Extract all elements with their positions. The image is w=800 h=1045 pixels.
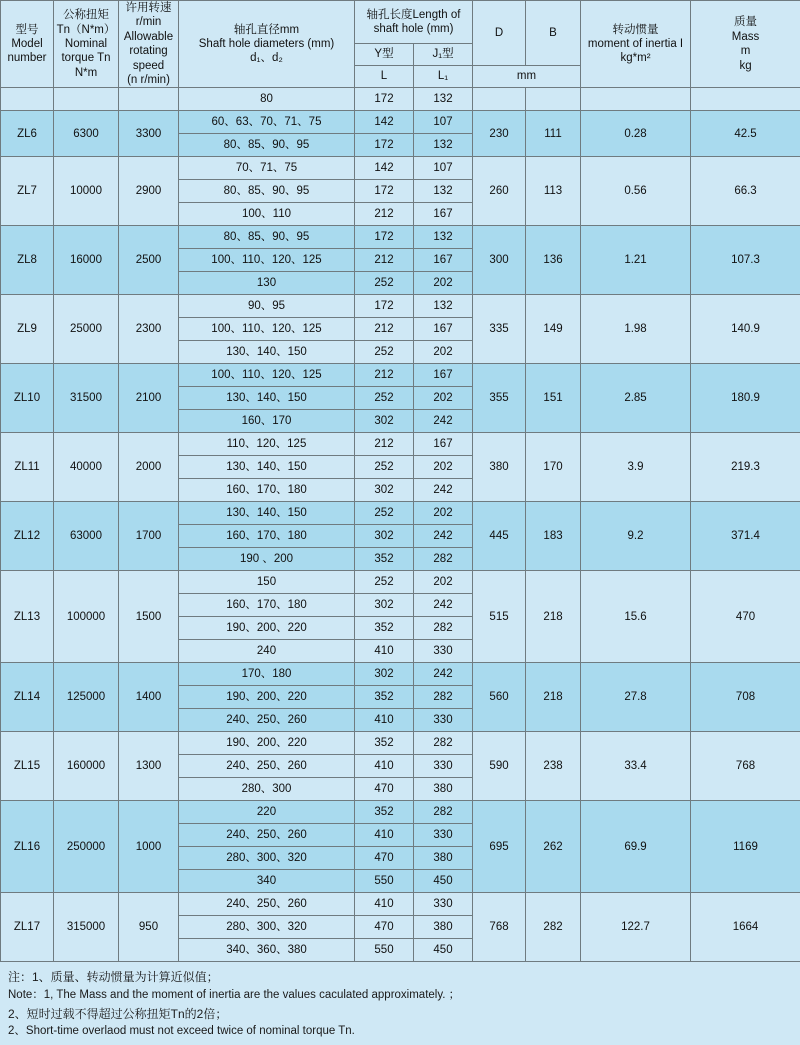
cell-L: 302 — [355, 525, 414, 548]
cell-mass: 180.9 — [691, 364, 800, 433]
cell-shaft-diameter: 240 — [179, 640, 355, 663]
cell-speed: 950 — [119, 893, 179, 962]
cell-shaft-diameter: 240、250、260 — [179, 755, 355, 778]
notes-block — [0, 962, 800, 1045]
cell-B: 262 — [526, 801, 581, 893]
cell-shaft-diameter: 130、140、150 — [179, 456, 355, 479]
cell-shaft-diameter: 160、170 — [179, 410, 355, 433]
cell-L1: 202 — [414, 502, 473, 525]
cell-L: 252 — [355, 571, 414, 594]
cell-mass — [691, 88, 800, 111]
cell-D: 445 — [473, 502, 526, 571]
cell-model: ZL7 — [1, 157, 54, 226]
cell-L1: 202 — [414, 272, 473, 295]
cell-model: ZL13 — [1, 571, 54, 663]
cell-mass: 1664 — [691, 893, 800, 962]
cell-shaft-diameter: 190、200、220 — [179, 686, 355, 709]
cell-torque: 40000 — [54, 433, 119, 502]
header-mass: 质量 Mass m kg — [691, 1, 800, 88]
cell-inertia: 2.85 — [581, 364, 691, 433]
cell-B: 113 — [526, 157, 581, 226]
cell-L1: 330 — [414, 755, 473, 778]
cell-shaft-diameter: 190 、200 — [179, 548, 355, 571]
cell-torque: 63000 — [54, 502, 119, 571]
cell-torque — [54, 88, 119, 111]
cell-inertia: 1.98 — [581, 295, 691, 364]
cell-torque: 250000 — [54, 801, 119, 893]
cell-B: 151 — [526, 364, 581, 433]
note-line-3: 2、短时过载不得超过公称扭矩Tn的2倍； — [8, 1005, 792, 1024]
cell-shaft-diameter: 130、140、150 — [179, 341, 355, 364]
cell-L1: 330 — [414, 640, 473, 663]
cell-model: ZL10 — [1, 364, 54, 433]
cell-L1: 282 — [414, 686, 473, 709]
cell-L: 550 — [355, 870, 414, 893]
cell-B: 149 — [526, 295, 581, 364]
cell-shaft-diameter: 240、250、260 — [179, 893, 355, 916]
cell-mass: 768 — [691, 732, 800, 801]
cell-L: 172 — [355, 88, 414, 111]
cell-shaft-diameter: 160、170、180 — [179, 594, 355, 617]
cell-mass: 42.5 — [691, 111, 800, 157]
cell-L1: 202 — [414, 571, 473, 594]
cell-L: 212 — [355, 203, 414, 226]
table-body — [1, 88, 800, 962]
cell-L: 470 — [355, 916, 414, 939]
header-D-B-unit: mm — [473, 66, 581, 88]
cell-B: 170 — [526, 433, 581, 502]
cell-shaft-diameter: 340、360、380 — [179, 939, 355, 962]
cell-inertia: 0.56 — [581, 157, 691, 226]
cell-shaft-diameter: 280、300、320 — [179, 916, 355, 939]
cell-B: 218 — [526, 663, 581, 732]
table-header — [1, 1, 800, 88]
note-line-1: 注：1、质量、转动惯量为计算近似值； — [8, 968, 792, 987]
cell-speed: 1700 — [119, 502, 179, 571]
cell-shaft-diameter: 220 — [179, 801, 355, 824]
cell-shaft-diameter: 160、170、180 — [179, 525, 355, 548]
cell-D: 380 — [473, 433, 526, 502]
cell-B: 218 — [526, 571, 581, 663]
cell-speed: 1000 — [119, 801, 179, 893]
table-row — [1, 663, 800, 686]
cell-L1: 167 — [414, 203, 473, 226]
cell-speed: 1300 — [119, 732, 179, 801]
cell-L1: 242 — [414, 410, 473, 433]
cell-inertia: 122.7 — [581, 893, 691, 962]
cell-L: 212 — [355, 364, 414, 387]
table-row — [1, 893, 800, 916]
cell-D: 590 — [473, 732, 526, 801]
cell-shaft-diameter: 280、300 — [179, 778, 355, 801]
cell-L: 172 — [355, 295, 414, 318]
cell-mass: 140.9 — [691, 295, 800, 364]
cell-L: 352 — [355, 617, 414, 640]
cell-shaft-diameter: 240、250、260 — [179, 824, 355, 847]
cell-shaft-diameter: 190、200、220 — [179, 732, 355, 755]
cell-L1: 132 — [414, 295, 473, 318]
cell-L: 302 — [355, 410, 414, 433]
table-row — [1, 111, 800, 134]
cell-D: 300 — [473, 226, 526, 295]
header-model: 型号 Model number — [1, 1, 54, 88]
cell-mass: 708 — [691, 663, 800, 732]
cell-D: 515 — [473, 571, 526, 663]
cell-L: 352 — [355, 548, 414, 571]
header-moment-of-inertia: 转动惯量 moment of inertia I kg*m² — [581, 1, 691, 88]
cell-shaft-diameter: 240、250、260 — [179, 709, 355, 732]
cell-shaft-diameter: 80、85、90、95 — [179, 134, 355, 157]
cell-L1: 167 — [414, 433, 473, 456]
cell-L: 252 — [355, 272, 414, 295]
cell-shaft-diameter: 100、110、120、125 — [179, 364, 355, 387]
cell-speed — [119, 88, 179, 111]
cell-inertia: 3.9 — [581, 433, 691, 502]
cell-L: 470 — [355, 847, 414, 870]
cell-L1: 242 — [414, 594, 473, 617]
table-row — [1, 226, 800, 249]
cell-shaft-diameter: 190、200、220 — [179, 617, 355, 640]
cell-L: 212 — [355, 249, 414, 272]
cell-L1: 330 — [414, 824, 473, 847]
cell-L1: 132 — [414, 88, 473, 111]
cell-torque: 31500 — [54, 364, 119, 433]
cell-L1: 202 — [414, 387, 473, 410]
cell-L: 470 — [355, 778, 414, 801]
cell-speed: 2900 — [119, 157, 179, 226]
cell-B: 282 — [526, 893, 581, 962]
cell-D — [473, 88, 526, 111]
cell-L1: 202 — [414, 456, 473, 479]
note-line-2: Note：1, The Mass and the moment of inertia are the values caculated approximately. ； — [8, 987, 792, 1005]
cell-B: 238 — [526, 732, 581, 801]
table-row — [1, 571, 800, 594]
cell-shaft-diameter: 110、120、125 — [179, 433, 355, 456]
cell-shaft-diameter: 80、85、90、95 — [179, 180, 355, 203]
cell-torque: 16000 — [54, 226, 119, 295]
cell-L1: 282 — [414, 801, 473, 824]
cell-L: 302 — [355, 479, 414, 502]
table-row — [1, 732, 800, 755]
cell-torque: 100000 — [54, 571, 119, 663]
cell-L: 410 — [355, 640, 414, 663]
cell-mass: 66.3 — [691, 157, 800, 226]
header-shaft-hole-length: 轴孔长度Length of shaft hole (mm) — [355, 1, 473, 44]
cell-L1: 202 — [414, 341, 473, 364]
cell-shaft-diameter: 100、110、120、125 — [179, 249, 355, 272]
cell-L: 212 — [355, 318, 414, 341]
cell-shaft-diameter: 80、85、90、95 — [179, 226, 355, 249]
cell-speed: 1400 — [119, 663, 179, 732]
cell-shaft-diameter: 130、140、150 — [179, 387, 355, 410]
cell-L1: 132 — [414, 134, 473, 157]
cell-mass: 1169 — [691, 801, 800, 893]
cell-L: 212 — [355, 433, 414, 456]
cell-D: 560 — [473, 663, 526, 732]
cell-torque: 315000 — [54, 893, 119, 962]
table-row — [1, 364, 800, 387]
cell-L1: 167 — [414, 249, 473, 272]
header-B: B — [526, 1, 581, 66]
cell-L: 172 — [355, 226, 414, 249]
cell-L: 410 — [355, 755, 414, 778]
cell-model: ZL8 — [1, 226, 54, 295]
cell-mass: 371.4 — [691, 502, 800, 571]
cell-L1: 282 — [414, 617, 473, 640]
cell-model: ZL15 — [1, 732, 54, 801]
cell-L: 550 — [355, 939, 414, 962]
cell-shaft-diameter: 100、110、120、125 — [179, 318, 355, 341]
cell-inertia: 1.21 — [581, 226, 691, 295]
cell-D: 355 — [473, 364, 526, 433]
table-row — [1, 88, 800, 111]
cell-model — [1, 88, 54, 111]
cell-model: ZL12 — [1, 502, 54, 571]
header-j1-type: J₁型 — [414, 43, 473, 65]
cell-shaft-diameter: 90、95 — [179, 295, 355, 318]
cell-inertia: 69.9 — [581, 801, 691, 893]
cell-shaft-diameter: 100、110 — [179, 203, 355, 226]
cell-L: 252 — [355, 341, 414, 364]
cell-B: 183 — [526, 502, 581, 571]
cell-torque: 160000 — [54, 732, 119, 801]
cell-B — [526, 88, 581, 111]
cell-L1: 380 — [414, 916, 473, 939]
cell-shaft-diameter: 70、71、75 — [179, 157, 355, 180]
cell-model: ZL11 — [1, 433, 54, 502]
cell-shaft-diameter: 60、63、70、71、75 — [179, 111, 355, 134]
cell-speed: 2500 — [119, 226, 179, 295]
cell-shaft-diameter: 280、300、320 — [179, 847, 355, 870]
cell-shaft-diameter: 340 — [179, 870, 355, 893]
cell-model: ZL17 — [1, 893, 54, 962]
cell-D: 230 — [473, 111, 526, 157]
cell-speed: 2300 — [119, 295, 179, 364]
cell-L1: 132 — [414, 180, 473, 203]
cell-L: 410 — [355, 709, 414, 732]
cell-L1: 330 — [414, 709, 473, 732]
cell-L: 302 — [355, 663, 414, 686]
header-y-type: Y型 — [355, 43, 414, 65]
cell-L1: 167 — [414, 318, 473, 341]
cell-L: 252 — [355, 456, 414, 479]
table-row — [1, 157, 800, 180]
cell-speed: 3300 — [119, 111, 179, 157]
cell-L1: 167 — [414, 364, 473, 387]
table-row — [1, 295, 800, 318]
cell-mass: 107.3 — [691, 226, 800, 295]
cell-L1: 107 — [414, 111, 473, 134]
cell-D: 335 — [473, 295, 526, 364]
table-row — [1, 801, 800, 824]
cell-inertia: 0.28 — [581, 111, 691, 157]
cell-mass: 470 — [691, 571, 800, 663]
cell-inertia: 15.6 — [581, 571, 691, 663]
cell-L: 352 — [355, 732, 414, 755]
header-allowable-speed: 许用转速 r/min Allowable rotating speed (n r/min) — [119, 1, 179, 88]
header-L: L — [355, 66, 414, 88]
cell-shaft-diameter: 170、180 — [179, 663, 355, 686]
cell-model: ZL16 — [1, 801, 54, 893]
cell-L1: 282 — [414, 732, 473, 755]
cell-speed: 2100 — [119, 364, 179, 433]
cell-B: 111 — [526, 111, 581, 157]
cell-model: ZL6 — [1, 111, 54, 157]
cell-speed: 1500 — [119, 571, 179, 663]
header-L1: L₁ — [414, 66, 473, 88]
cell-L1: 132 — [414, 226, 473, 249]
cell-L: 142 — [355, 111, 414, 134]
note-line-4: 2、Short-time overlaod must not exceed twice of nominal torque Tn. — [8, 1023, 792, 1041]
cell-D: 695 — [473, 801, 526, 893]
cell-shaft-diameter: 130、140、150 — [179, 502, 355, 525]
cell-L: 352 — [355, 686, 414, 709]
cell-shaft-diameter: 80 — [179, 88, 355, 111]
table-row — [1, 502, 800, 525]
cell-L: 172 — [355, 134, 414, 157]
cell-L: 410 — [355, 824, 414, 847]
header-nominal-torque: 公称扭矩 Tn（N*m） Nominal torque Tn N*m — [54, 1, 119, 88]
cell-L1: 450 — [414, 870, 473, 893]
cell-inertia: 27.8 — [581, 663, 691, 732]
cell-torque: 6300 — [54, 111, 119, 157]
cell-shaft-diameter: 130 — [179, 272, 355, 295]
header-D: D — [473, 1, 526, 66]
cell-torque: 125000 — [54, 663, 119, 732]
cell-inertia — [581, 88, 691, 111]
cell-torque: 25000 — [54, 295, 119, 364]
cell-L1: 282 — [414, 548, 473, 571]
cell-L: 252 — [355, 502, 414, 525]
cell-L1: 107 — [414, 157, 473, 180]
cell-torque: 10000 — [54, 157, 119, 226]
cell-shaft-diameter: 150 — [179, 571, 355, 594]
cell-L1: 380 — [414, 778, 473, 801]
cell-L: 410 — [355, 893, 414, 916]
cell-B: 136 — [526, 226, 581, 295]
cell-L: 172 — [355, 180, 414, 203]
cell-speed: 2000 — [119, 433, 179, 502]
cell-L: 252 — [355, 387, 414, 410]
cell-L1: 330 — [414, 893, 473, 916]
cell-L1: 242 — [414, 479, 473, 502]
cell-inertia: 9.2 — [581, 502, 691, 571]
cell-L1: 242 — [414, 663, 473, 686]
cell-L1: 450 — [414, 939, 473, 962]
cell-L: 142 — [355, 157, 414, 180]
cell-D: 260 — [473, 157, 526, 226]
cell-mass: 219.3 — [691, 433, 800, 502]
header-shaft-diameter: 轴孔直径mm Shaft hole diameters (mm) d₁、d₂ — [179, 1, 355, 88]
cell-shaft-diameter: 160、170、180 — [179, 479, 355, 502]
cell-L: 352 — [355, 801, 414, 824]
cell-L1: 242 — [414, 525, 473, 548]
cell-D: 768 — [473, 893, 526, 962]
cell-L1: 380 — [414, 847, 473, 870]
cell-model: ZL9 — [1, 295, 54, 364]
table-row — [1, 433, 800, 456]
cell-inertia: 33.4 — [581, 732, 691, 801]
cell-model: ZL14 — [1, 663, 54, 732]
cell-L: 302 — [355, 594, 414, 617]
